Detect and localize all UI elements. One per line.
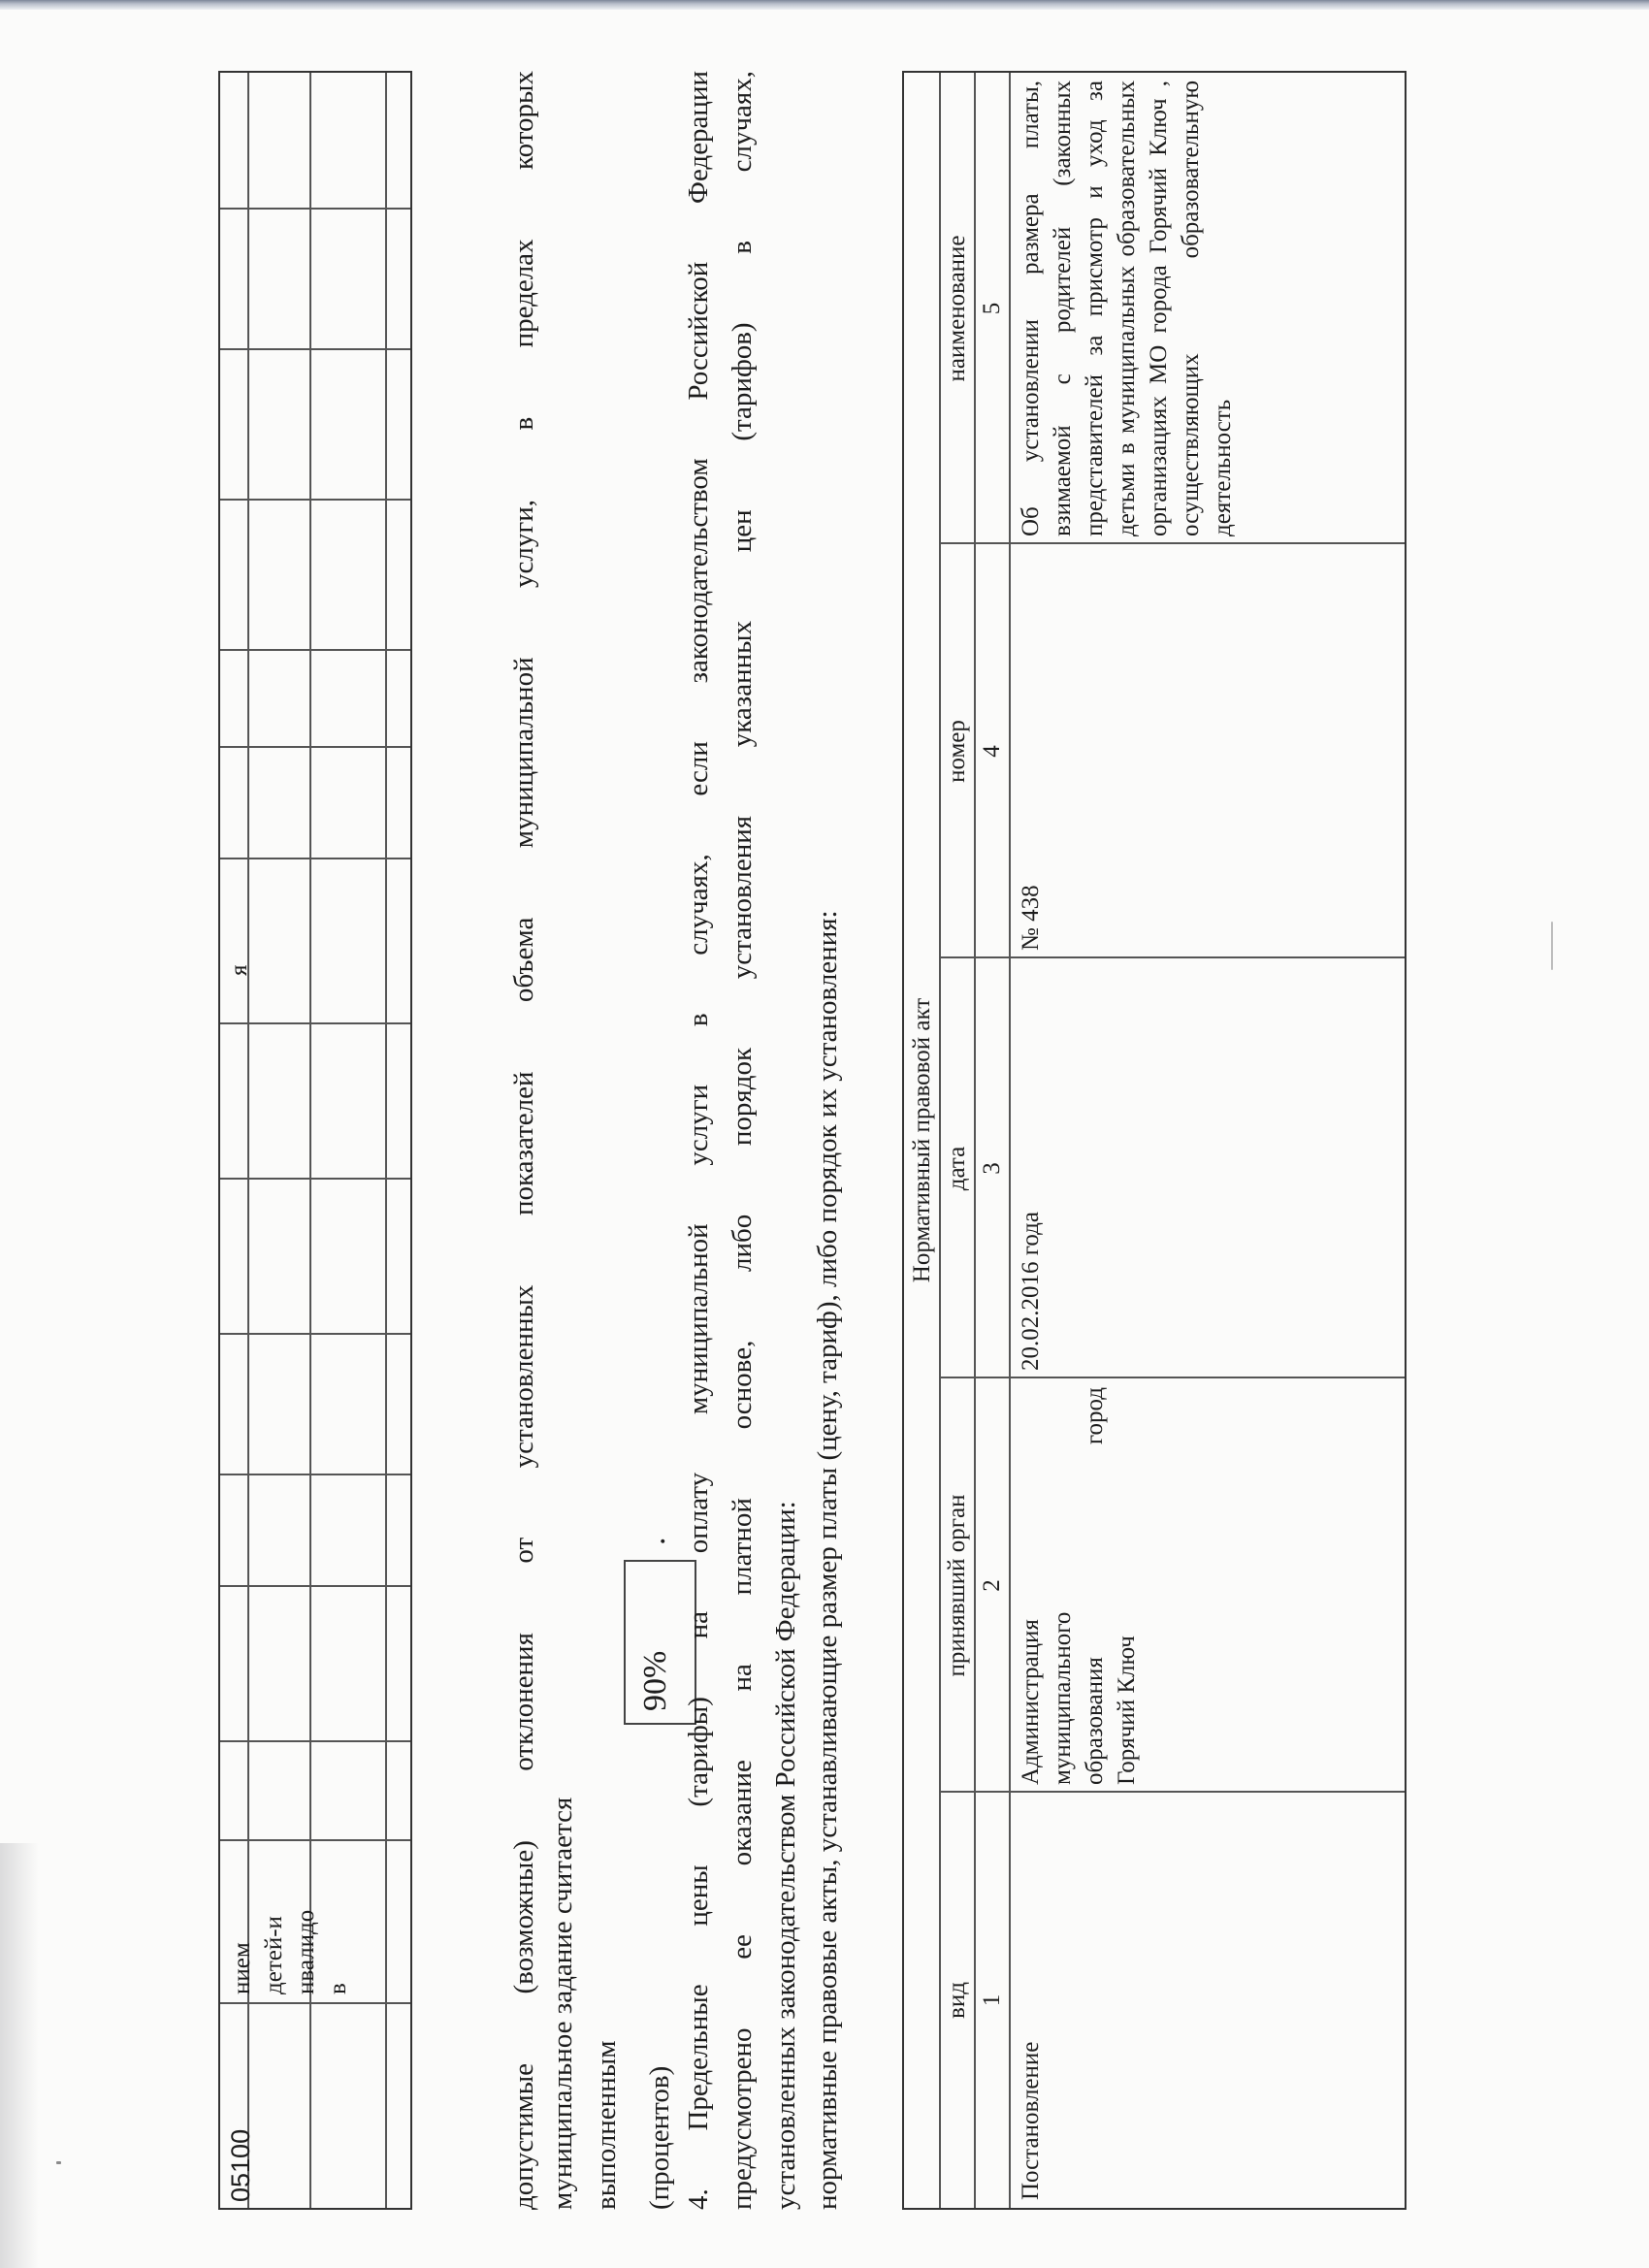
col-number: 3 xyxy=(979,1162,1005,1175)
section4-line1: 4. Предельные цены (тарифы) на оплату муниципальной услуги в случаях, если законодательством Российской Федерации xyxy=(683,71,714,2210)
act-authority: Администрация муниципального образования город Горячий Ключ xyxy=(1018,1387,1140,1785)
section4-line4: нормативные правовые акты, устанавливающие размер платы (цену, тариф), либо порядок их установления: xyxy=(812,910,843,2210)
col-number: 5 xyxy=(979,302,1005,315)
group-header: Нормативный правовой акт xyxy=(909,997,935,1283)
section4-line2: предусмотрено ее оказание на платной основе, либо порядок установления указанных цен (тарифов) в случаях, xyxy=(727,71,758,2210)
act-kind: Постановление xyxy=(1018,2041,1044,2200)
code-cell: 05100 xyxy=(226,2128,255,2202)
col-header-name: наименование xyxy=(944,235,970,382)
top-table xyxy=(218,71,412,2210)
deviation-paragraph-line1: допустимые (возможные) отклонения от установленных показателей объема муниципальной услуги, в пределах которых xyxy=(508,71,539,2210)
deviation-value: 90% xyxy=(637,1650,673,1711)
act-date: 20.02.2016 года xyxy=(1018,1212,1044,1371)
col-header-number: номер xyxy=(944,720,970,783)
legal-acts-table xyxy=(902,71,1406,2210)
col-number: 2 xyxy=(979,1579,1005,1592)
table-cell-fragment: я xyxy=(226,964,252,976)
section4-line3: установленных законодательством Российской Федерации: xyxy=(770,1501,801,2210)
col-header-kind: вид xyxy=(944,1982,970,2019)
deviation-dot: . xyxy=(636,1537,672,1545)
col-number: 4 xyxy=(979,745,1005,758)
table-cell: нием детей-и нвалидо в xyxy=(229,1909,351,1994)
col-number: 1 xyxy=(979,1993,1005,2007)
act-name: Об установлении размера платы, взимаемой с родителей (законных представителей за присмотр и уход за детьми в муниципальных образовательных организациях МО города Горячий Ключ , осуществляющих образовательную деятельность xyxy=(1018,81,1236,536)
act-number: № 438 xyxy=(1018,885,1044,951)
deviation-paragraph-line3: выполненным xyxy=(591,2040,622,2210)
deviation-paragraph-line4: (процентов) xyxy=(644,2065,675,2210)
col-header-authority: принявший орган xyxy=(944,1494,970,1677)
col-header-date: дата xyxy=(944,1146,970,1191)
deviation-paragraph-line2: муниципальное задание считается xyxy=(547,1797,578,2210)
